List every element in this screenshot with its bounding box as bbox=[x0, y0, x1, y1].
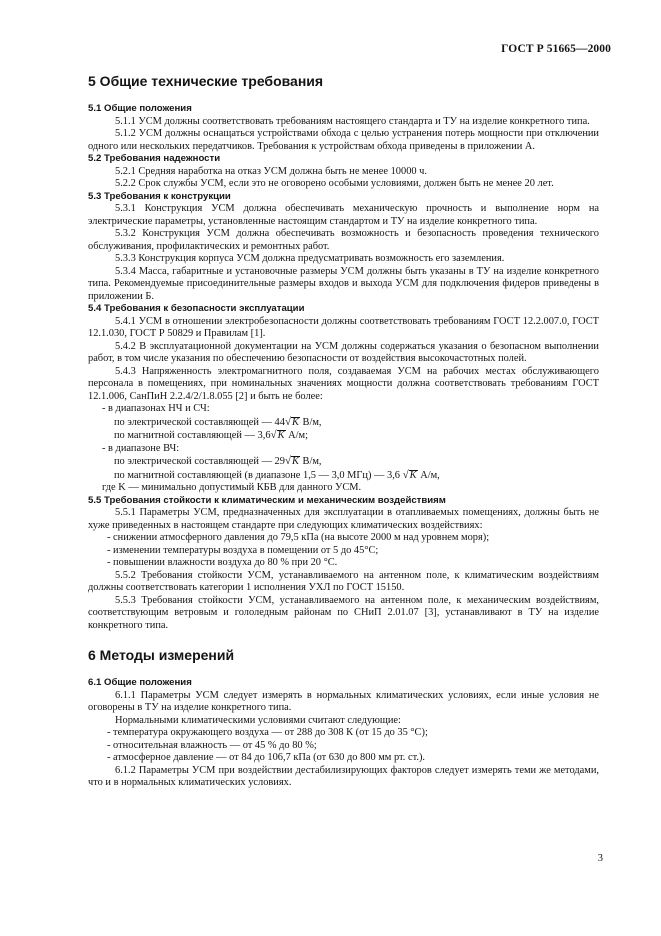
list-item: - температура окружающего воздуха — от 288 до 308 К (от 15 до 35 °С); bbox=[107, 727, 428, 738]
paragraph-5-1-1: 5.1.1 УСМ должны соответствовать требованиям настоящего стандарта и ТУ на изделие конкретного типа. bbox=[115, 115, 590, 127]
page-number: 3 bbox=[597, 853, 603, 864]
section-6-title: 6 Методы измерений bbox=[88, 647, 235, 663]
paragraph-5-5-3: 5.5.3 Требования стойкости УСМ, устанавливаемого на антенном поле, к механическим воздействиям, соответствующим ветровым и гололедным районам по СНиП 2.01.07 [3], устанавливают в ТУ на изделие конкретного типа. bbox=[88, 594, 599, 631]
radical-icon: √ bbox=[270, 429, 277, 441]
paragraph-5-3-4: 5.3.4 Масса, габаритные и установочные размеры УСМ должны быть указаны в ТУ на изделие конкретного типа. Рекомендуемые присоединительные размеры входов и выхода УСМ для подключения фидеров приведены в приложении Б. bbox=[88, 265, 599, 302]
formula-lf-magnetic: по магнитной составляющей — 3,6√K А/м; bbox=[114, 429, 308, 441]
list-item: - снижении атмосферного давления до 79,5 кПа (на высоте 2000 м над уровнем моря); bbox=[107, 532, 490, 543]
paragraph-6-1-1: 6.1.1 Параметры УСМ следует измерять в нормальных климатических условиях, если иные условия не оговорены в ТУ на изделие конкретного типа. bbox=[88, 689, 599, 713]
section-5-title: 5 Общие технические требования bbox=[88, 73, 324, 89]
subsection-6-1-title: 6.1 Общие положения bbox=[88, 677, 192, 688]
formula-where-note: где K — минимально допустимый КБВ для данного УСМ. bbox=[102, 482, 362, 493]
formula-hf-magnetic: по магнитной составляющей (в диапазоне 1,5 — 3,0 МГц) — 3,6 √K А/м, bbox=[114, 468, 440, 481]
list-item: - изменении температуры воздуха в помещении от 5 до 45°С; bbox=[107, 544, 379, 556]
subsection-5-1-title: 5.1 Общие положения bbox=[88, 103, 192, 114]
paragraph-5-3-1: 5.3.1 Конструкция УСМ должна обеспечивать механическую прочность и выполнение норм на электрические параметры, установленные настоящим стандартом и ТУ на изделие конкретного типа. bbox=[88, 203, 599, 227]
paragraph-5-1-2: 5.1.2 УСМ должны оснащаться устройствами обхода с целью устранения потерь мощности при отключении одного или нескольких передатчиков. Требования к устройствам обхода приведены в приложении А. bbox=[88, 128, 599, 152]
paragraph-5-2-1: 5.2.1 Средняя наработка на отказ УСМ должна быть не менее 10000 ч. bbox=[115, 165, 428, 177]
paragraph-5-5-2: 5.5.2 Требования стойкости УСМ, устанавливаемого на антенном поле, к климатическим воздействиям должны соответствовать категории 1 исполнения УХЛ по ГОСТ 15150. bbox=[88, 569, 599, 593]
paragraph-5-4-2: 5.4.2 В эксплуатационной документации на УСМ должны содержаться указания о безопасном выполнении работ, в том числе указания по обеспечению безопасности от воздействия высокочастотных полей. bbox=[88, 340, 599, 364]
bullet-hf: - в диапазоне ВЧ: bbox=[102, 442, 180, 454]
list-item: - атмосферное давление — от 84 до 106,7 кПа (от 630 до 800 мм рт. ст.). bbox=[107, 752, 426, 763]
paragraph-5-5-1: 5.5.1 Параметры УСМ, предназначенных для эксплуатации в отапливаемых помещениях, должны быть не хуже приведенных в настоящем стандарте при следующих климатических воздействиях: bbox=[88, 507, 599, 531]
formula-lf-electric: по электрической составляющей — 44√K В/м, bbox=[114, 415, 322, 428]
paragraph-5-3-3: 5.3.3 Конструкция корпуса УСМ должна предусматривать возможность его заземления. bbox=[115, 253, 505, 264]
paragraph-6-1-2: 6.1.2 Параметры УСМ при воздействии дестабилизирующих факторов следует измерять теми же методами, что и в нормальных климатических условиях. bbox=[88, 764, 599, 788]
standard-code: ГОСТ Р 51665—2000 bbox=[501, 43, 611, 55]
subsection-5-2-title: 5.2 Требования надежности bbox=[88, 153, 221, 164]
radical-icon: √ bbox=[284, 455, 291, 467]
subsection-5-4-title: 5.4 Требования к безопасности эксплуатации bbox=[88, 303, 305, 314]
paragraph-5-4-1: 5.4.1 УСМ в отношении электробезопасности должны соответствовать требованиям ГОСТ 12.2.007.0, ГОСТ 12.1.030, ГОСТ Р 50829 и Правилам [1]. bbox=[88, 315, 599, 339]
list-item: - повышении влажности воздуха до 80 % при 20 °С. bbox=[107, 557, 338, 568]
bullet-lf-mf: - в диапазонах НЧ и СЧ: bbox=[102, 403, 210, 414]
radical-icon: √ bbox=[284, 415, 291, 428]
list-item: - относительная влажность — от 45 % до 80 %; bbox=[107, 739, 317, 751]
page-content bbox=[88, 70, 599, 790]
paragraph-5-2-2: 5.2.2 Срок службы УСМ, если это не оговорено особыми условиями, должен быть не менее 20 лет. bbox=[115, 178, 554, 189]
subsection-5-5-title: 5.5 Требования стойкости к климатическим и механическим воздействиям bbox=[88, 494, 446, 506]
paragraph-5-3-2: 5.3.2 Конструкция УСМ должна обеспечивать возможность и безопасность проведения технического обслуживания, профилактических и ремонтных работ. bbox=[88, 228, 599, 252]
formula-hf-electric: по электрической составляющей — 29√K В/м, bbox=[114, 455, 322, 467]
radical-icon: √ bbox=[402, 468, 409, 481]
paragraph-5-4-3: 5.4.3 Напряженность электромагнитного поля, создаваемая УСМ на рабочих местах обслуживающего персонала в помещениях, при номинальных значениях мощности должна соответствовать требованиям ГОСТ 12.1.006, СанПиН 2.2.4/2/1.8.055 [2] и быть не более: bbox=[88, 365, 599, 402]
paragraph-normal-conditions: Нормальными климатическими условиями считают следующие: bbox=[115, 714, 401, 726]
subsection-5-3-title: 5.3 Требования к конструкции bbox=[88, 190, 231, 202]
